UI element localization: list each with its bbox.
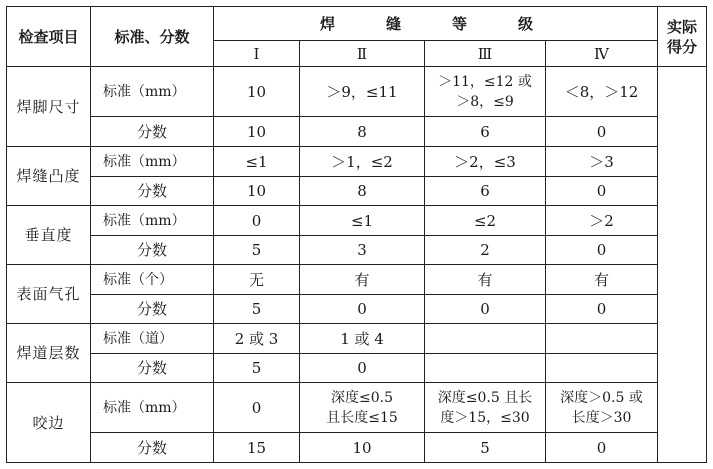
cell-empty: [425, 324, 546, 354]
cell: 0: [546, 295, 658, 324]
header-item: 检查项目: [7, 7, 91, 67]
cell: 0: [300, 354, 425, 383]
cell: 5: [214, 354, 300, 383]
table-row: [7, 324, 707, 354]
cell-empty: [546, 324, 658, 354]
header-standard-score: 标准、分数: [91, 7, 214, 67]
item-label: 咬边: [7, 383, 91, 463]
cell: 6: [425, 177, 546, 206]
table-row: [7, 206, 707, 236]
actual-score-cell[interactable]: [658, 67, 707, 463]
header-actual-score: 实际 得分: [658, 7, 707, 67]
cell: ≤1: [214, 147, 300, 177]
table-row: [7, 117, 707, 147]
cell: 有: [546, 265, 658, 295]
cell: ＞2: [546, 206, 658, 236]
item-label: 焊脚尺寸: [7, 67, 91, 147]
cell: 10: [214, 177, 300, 206]
grade-3-header: Ⅲ: [425, 41, 546, 67]
item-label: 表面气孔: [7, 265, 91, 324]
cell: 无: [214, 265, 300, 295]
header-row-1: [7, 7, 707, 41]
cell: 10: [214, 117, 300, 147]
grade-4-header: Ⅳ: [546, 41, 658, 67]
cell: ≤2: [425, 206, 546, 236]
cell-multiline: ＞11，≤12 或 ＞8，≤9: [425, 67, 546, 117]
cell-multiline: 深度≤0.5 且长度≤15: [300, 383, 425, 433]
cell: 2 或 3: [214, 324, 300, 354]
score-label: 分数: [91, 177, 214, 206]
cell: 2: [425, 236, 546, 265]
standard-label: 标准（道）: [91, 324, 214, 354]
cell: 8: [300, 117, 425, 147]
table-row: [7, 236, 707, 265]
cell-empty: [546, 354, 658, 383]
cell: 10: [214, 67, 300, 117]
cell: 0: [214, 383, 300, 433]
standard-label: 标准（mm）: [91, 383, 214, 433]
table-row: [7, 67, 707, 117]
table-row: [7, 177, 707, 206]
cell: 5: [214, 236, 300, 265]
cell: 0: [546, 117, 658, 147]
grade-1-header: Ⅰ: [214, 41, 300, 67]
cell: 1 或 4: [300, 324, 425, 354]
cell-multiline: 深度＞0.5 或 长度＞30: [546, 383, 658, 433]
cell: 0: [546, 177, 658, 206]
table-row: [7, 433, 707, 463]
score-label: 分数: [91, 236, 214, 265]
cell: 0: [214, 206, 300, 236]
standard-label: 标准（mm）: [91, 147, 214, 177]
table-row: [7, 265, 707, 295]
cell: 6: [425, 117, 546, 147]
score-label: 分数: [91, 295, 214, 324]
cell-empty: [425, 354, 546, 383]
cell: 5: [425, 433, 546, 463]
cell: ＞1，≤2: [300, 147, 425, 177]
cell: 8: [300, 177, 425, 206]
standard-label: 标准（个）: [91, 265, 214, 295]
cell: ＞2，≤3: [425, 147, 546, 177]
score-label: 分数: [91, 354, 214, 383]
cell: 5: [214, 295, 300, 324]
item-label: 焊缝凸度: [7, 147, 91, 206]
cell: ≤1: [300, 206, 425, 236]
cell: ＜8，＞12: [546, 67, 658, 117]
item-label: 垂直度: [7, 206, 91, 265]
score-label: 分数: [91, 117, 214, 147]
header-grade: 焊 缝 等 级: [214, 7, 658, 41]
cell-multiline: 深度≤0.5 且长 度＞15，≤30: [425, 383, 546, 433]
weld-grading-table: [6, 6, 707, 463]
cell: 0: [546, 433, 658, 463]
standard-label: 标准（mm）: [91, 67, 214, 117]
cell: ＞3: [546, 147, 658, 177]
cell: 15: [214, 433, 300, 463]
table-row: [7, 147, 707, 177]
cell: 3: [300, 236, 425, 265]
cell: 0: [425, 295, 546, 324]
cell: 0: [546, 236, 658, 265]
table-row: [7, 354, 707, 383]
item-label: 焊道层数: [7, 324, 91, 383]
cell: ＞9，≤11: [300, 67, 425, 117]
grade-2-header: Ⅱ: [300, 41, 425, 67]
table-row: [7, 383, 707, 433]
score-label: 分数: [91, 433, 214, 463]
table-row: [7, 295, 707, 324]
cell: 0: [300, 295, 425, 324]
standard-label: 标准（mm）: [91, 206, 214, 236]
cell: 有: [425, 265, 546, 295]
cell: 10: [300, 433, 425, 463]
cell: 有: [300, 265, 425, 295]
